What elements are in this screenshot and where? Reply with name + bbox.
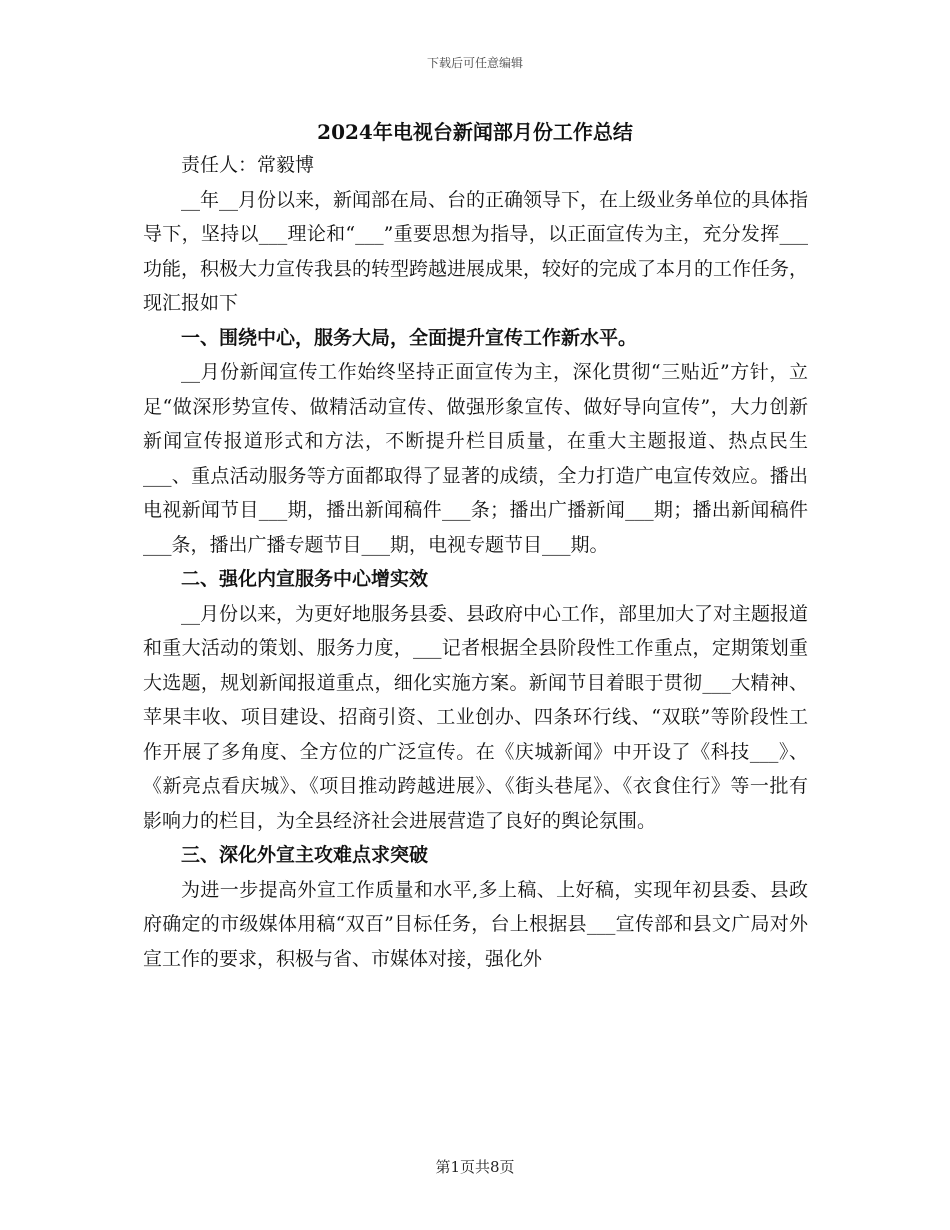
responsible-line: 责任人：常毅博 (181, 154, 315, 176)
intro-paragraph: __年__月份以来，新闻部在局、台的正确领导下，在上级业务单位的具体指导下，坚持以___理论和“___”重要思想为指导，以正面宣传为主，充分发挥___功能，积极大力宣传我县的转型跨越进展成果，较好的完成了本月的工作任务，现汇报如下 (143, 188, 809, 314)
section-paragraph-3: 为进一步提高外宣工作质量和水平,多上稿、上好稿，实现年初县委、县政府确定的市级媒体用稿“双百”目标任务，台上根据县___宣传部和县文广局对外宣工作的要求，积极与省、市媒体对接，强化外 (143, 878, 808, 970)
section-paragraph-2: __月份以来，为更好地服务县委、县政府中心工作，部里加大了对主题报道和重大活动的策划、服务力度，___记者根据全县阶段性工作重点，定期策划重大选题，规划新闻报道重点，细化实施方案。新闻节目着眼于贯彻___大精神、苹果丰收、项目建设、招商引资、工业创办、四条环行线、“双联”等阶段性工作开展了多角度、全方位的广泛宣传。在《庆城新闻》中开设了《科技___》、《新亮点看庆城》、《项目推动跨越进展》、《街头巷尾》、《衣食住行》等一批有影响力的栏目，为全县经济社会进展营造了良好的舆论氛围。 (143, 602, 809, 832)
page-footer: 第1页共8页 (435, 1158, 515, 1176)
section-heading-2: 二、强化内宣服务中心增实效 (181, 568, 429, 590)
header-note: 下载后可任意编辑 (426, 56, 523, 70)
section-paragraph-1: __月份新闻宣传工作始终坚持正面宣传为主，深化贯彻“三贴近”方针，立足“做深形势宣传、做精活动宣传、做强形象宣传、做好导向宣传”，大力创新新闻宣传报道形式和方法，不断提升栏目质量，在重大主题报道、热点民生___、重点活动服务等方面都取得了显著的成绩，全力打造广电宣传效应。播出电视新闻节目___期，播出新闻稿件___条；播出广播新闻___期；播出新闻稿件___条，播出广播专题节目___期，电视专题节目___期。 (143, 361, 808, 556)
document-title: 2024年电视台新闻部月份工作总结 (317, 120, 633, 144)
section-heading-1: 一、围绕中心，服务大局，全面提升宣传工作新水平。 (181, 326, 638, 349)
section-heading-3: 三、深化外宣主攻难点求突破 (181, 844, 429, 866)
document-body (143, 148, 808, 976)
